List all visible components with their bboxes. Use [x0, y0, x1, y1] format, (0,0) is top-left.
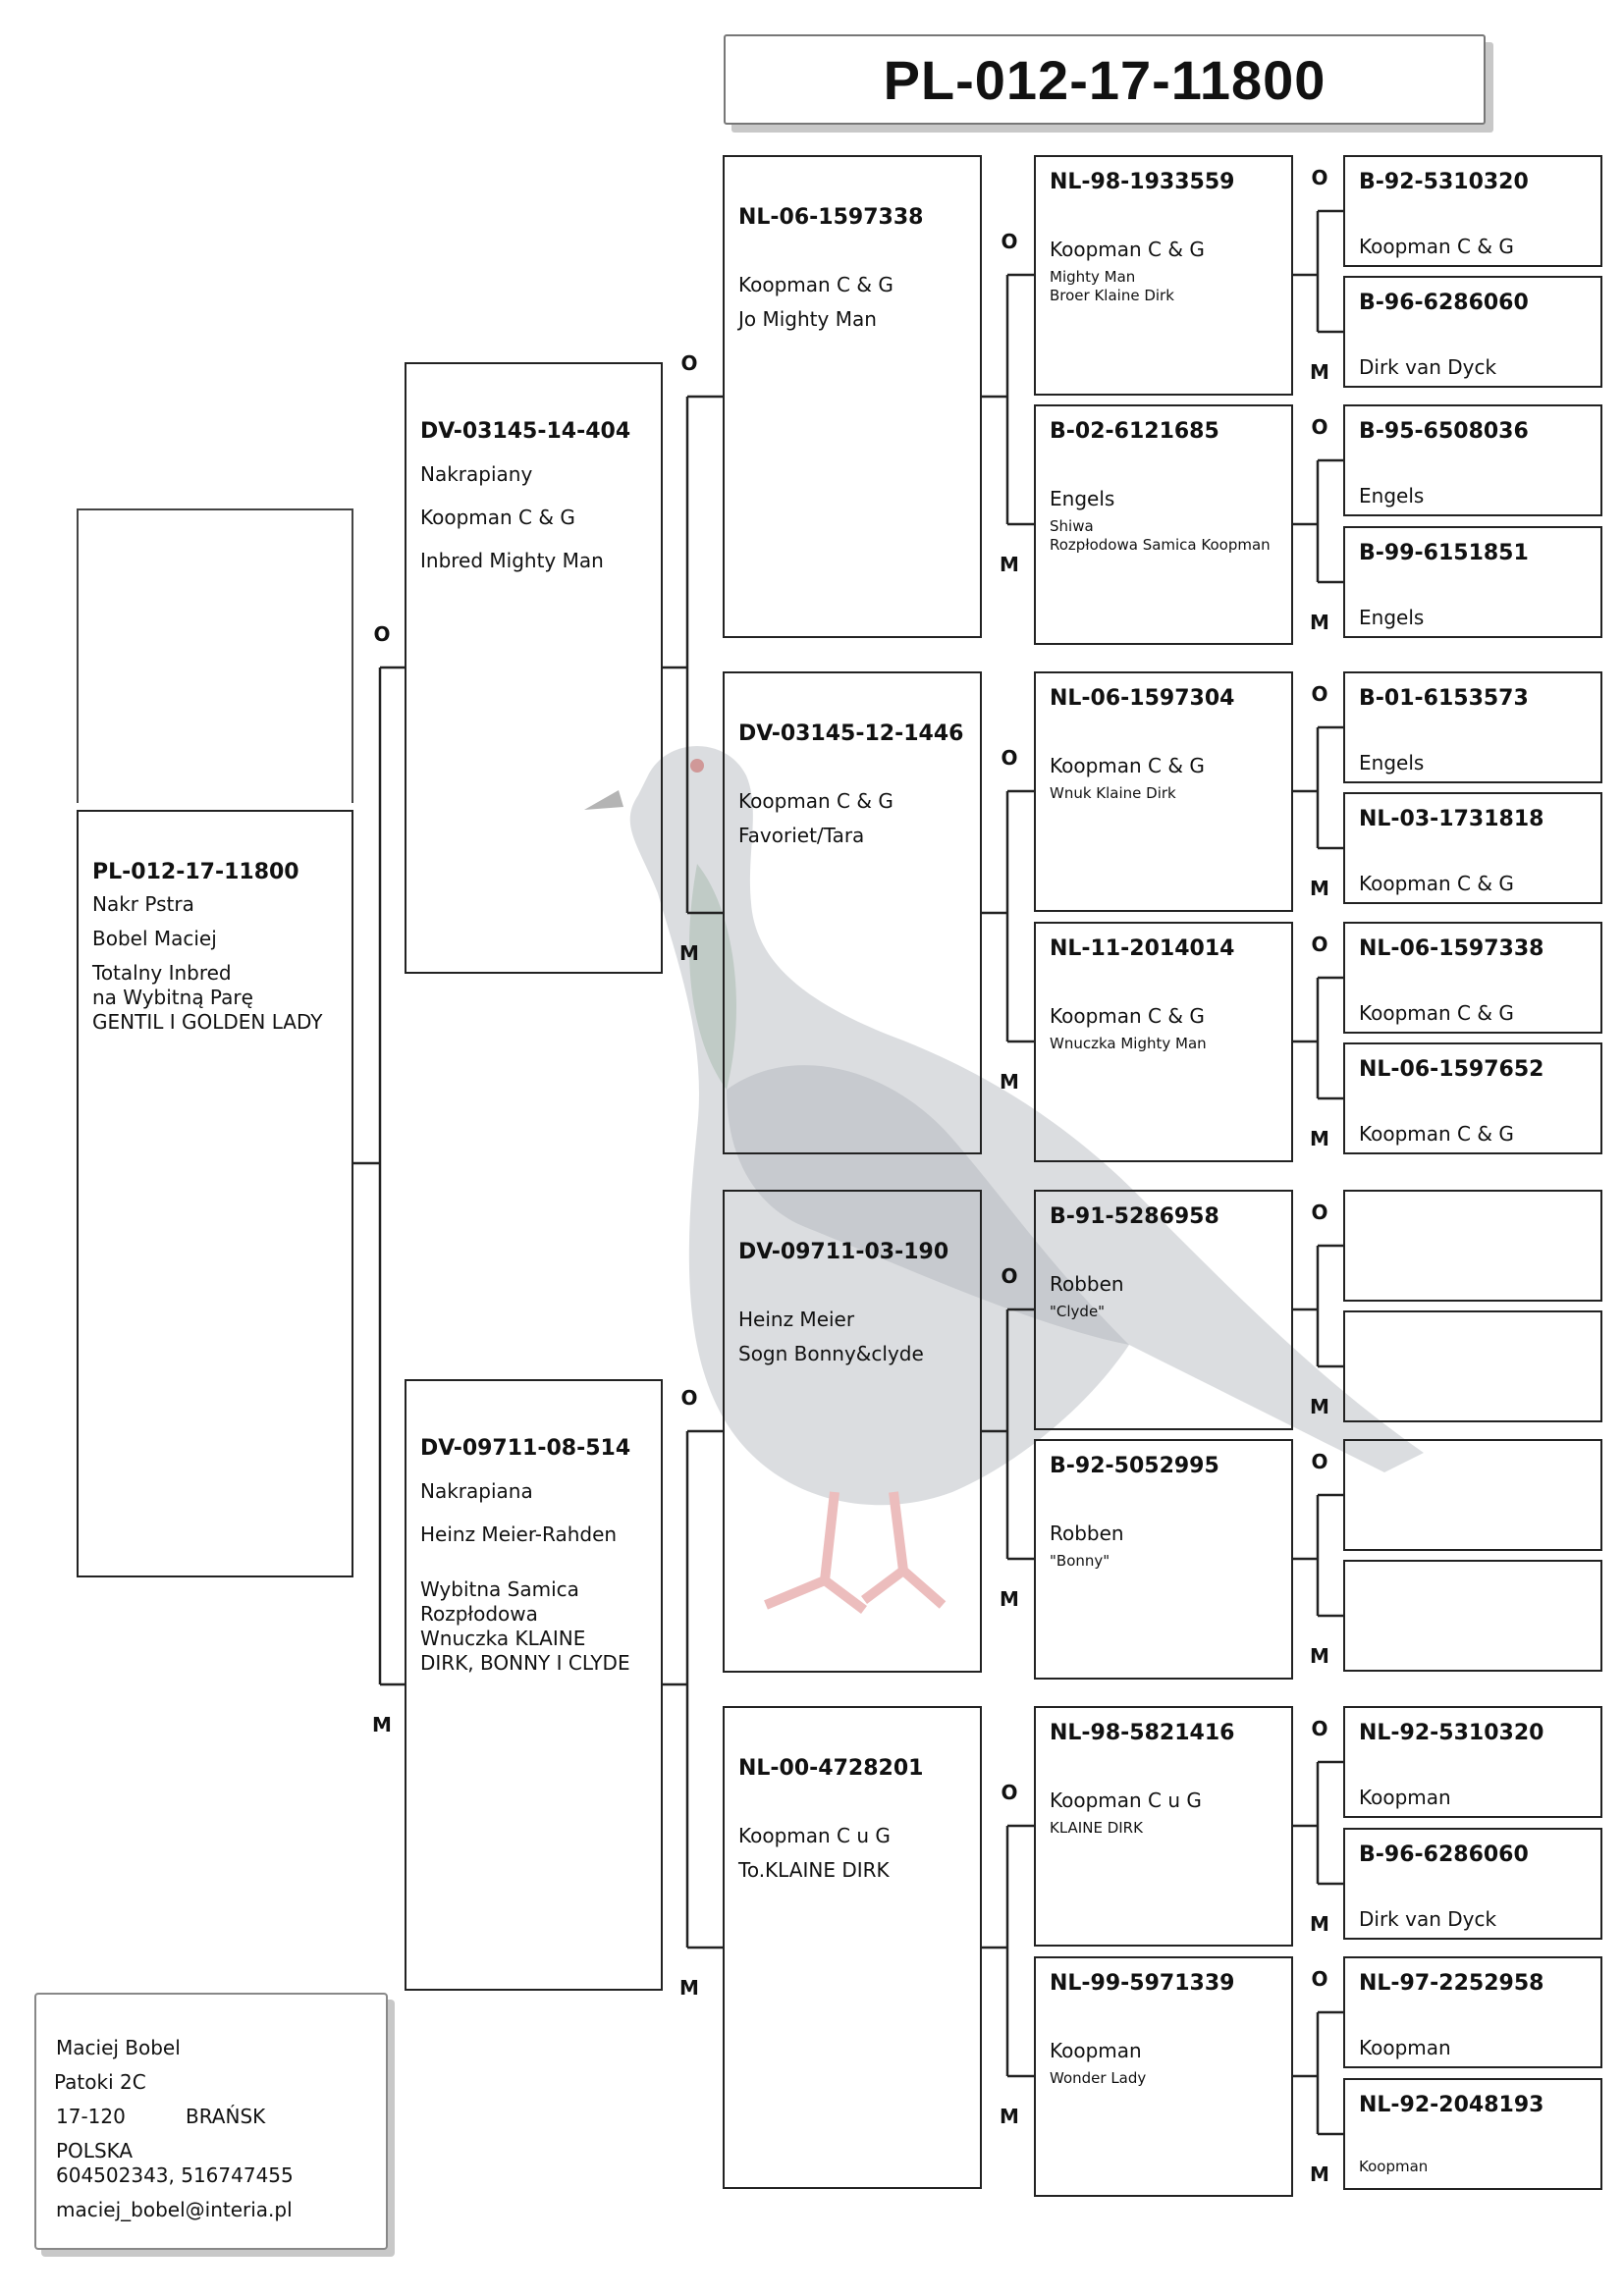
father-label: O	[1311, 1967, 1328, 1991]
pigeon-notes: "Bonny"	[1050, 1552, 1110, 1570]
owner-name: Koopman C & G	[1050, 238, 1205, 261]
pigeon-info-line: To.KLAINE DIRK	[738, 1858, 890, 1882]
great-grandparent-box[interactable]	[1034, 671, 1293, 912]
pigeon-notes: Wnuk Klaine Dirk	[1050, 784, 1176, 802]
pigeon-info-line: Koopman C & G	[420, 506, 575, 529]
great-grandparent-box[interactable]	[1034, 922, 1293, 1162]
mother-label: M	[679, 941, 699, 965]
ring-number: B-92-5052995	[1050, 1454, 1219, 1478]
grandparent-box[interactable]	[723, 671, 982, 1154]
pigeon-notes: Mighty Man Broer Klaine Dirk	[1050, 268, 1174, 304]
pigeon-notes: Wnuczka Mighty Man	[1050, 1035, 1207, 1052]
father-label: O	[1311, 1717, 1328, 1740]
owner-name: Koopman C & G	[1050, 1004, 1205, 1028]
pigeon-info-line: Nakr Pstra	[92, 892, 194, 916]
owner-name: Engels	[1359, 606, 1425, 629]
grandparent-box[interactable]	[723, 1706, 982, 2189]
mother-label: M	[1310, 1912, 1329, 1936]
mother-label: M	[1310, 1127, 1329, 1150]
pigeon-notes: Wonder Lady	[1050, 2069, 1147, 2087]
ring-number: NL-92-5310320	[1359, 1721, 1544, 1745]
owner-name: Engels	[1359, 751, 1425, 774]
great-great-grandparent-box[interactable]	[1343, 1956, 1602, 2068]
ring-number: NL-06-1597652	[1359, 1057, 1544, 1082]
great-grandparent-box[interactable]	[1034, 404, 1293, 645]
photo-placeholder	[77, 508, 353, 803]
ring-number: B-99-6151851	[1359, 541, 1529, 565]
mother-label: M	[372, 1713, 392, 1736]
ring-number: NL-03-1731818	[1359, 807, 1544, 831]
father-label: O	[1001, 1781, 1018, 1804]
great-grandparent-box[interactable]	[1034, 1439, 1293, 1680]
great-great-grandparent-box[interactable]	[1343, 1190, 1602, 1302]
ring-number: NL-06-1597338	[738, 205, 924, 230]
ring-number: DV-09711-08-514	[420, 1436, 631, 1461]
pigeon-info-line: Sogn Bonny&clyde	[738, 1342, 924, 1365]
owner-name: Robben	[1050, 1522, 1124, 1545]
father-label: O	[1001, 1264, 1018, 1288]
owner-name: Koopman C u G	[1050, 1789, 1202, 1812]
great-great-grandparent-box[interactable]	[1343, 526, 1602, 638]
owner-name: Koopman C & G	[1359, 872, 1514, 895]
breeder-country: POLSKA	[56, 2139, 134, 2163]
mother-label: M	[679, 1976, 699, 2000]
grandparent-box[interactable]	[723, 155, 982, 638]
mother-label: M	[1310, 1644, 1329, 1668]
mother-label: M	[1310, 611, 1329, 634]
owner-name: Engels	[1359, 484, 1425, 507]
ring-number: NL-98-5821416	[1050, 1721, 1235, 1745]
pigeon-info-line: Jo Mighty Man	[738, 307, 877, 331]
owner-name: Koopman C & G	[1359, 1001, 1514, 1025]
father-label: O	[1311, 1450, 1328, 1473]
breeder-email: maciej_bobel@interia.pl	[56, 2198, 293, 2221]
ring-number: B-96-6286060	[1359, 291, 1529, 315]
ring-number: NL-97-2252958	[1359, 1971, 1544, 1996]
ring-number: DV-03145-12-1446	[738, 721, 964, 746]
dam-box[interactable]	[405, 1379, 663, 1991]
breeder-city: BRAŃSK	[186, 2105, 266, 2128]
pigeon-info-line: Inbred Mighty Man	[420, 549, 604, 572]
mother-label: M	[1310, 877, 1329, 900]
breeder-address-box	[34, 1993, 388, 2250]
pigeon-info-line: Wybitna Samica Rozpłodowa Wnuczka KLAINE DIRK, BONNY I CLYDE	[420, 1577, 630, 1675]
father-label: O	[1311, 1201, 1328, 1224]
ring-number: B-91-5286958	[1050, 1204, 1219, 1229]
breeder-name: Maciej Bobel	[56, 2036, 181, 2059]
pigeon-notes: "Clyde"	[1050, 1303, 1106, 1320]
great-grandparent-box[interactable]	[1034, 1706, 1293, 1947]
owner-name: Koopman	[1359, 2036, 1451, 2059]
great-great-grandparent-box[interactable]	[1343, 671, 1602, 783]
mother-label: M	[1000, 553, 1019, 576]
father-label: O	[1311, 682, 1328, 706]
pigeon-info-line: Heinz Meier-Rahden	[420, 1522, 618, 1546]
father-label: O	[373, 622, 391, 646]
subject-pigeon-box[interactable]	[77, 810, 353, 1577]
ring-number: DV-03145-14-404	[420, 419, 631, 444]
father-label: O	[1001, 746, 1018, 770]
great-great-grandparent-box[interactable]	[1343, 155, 1602, 267]
mother-label: M	[1310, 2163, 1329, 2186]
great-great-grandparent-box[interactable]	[1343, 1560, 1602, 1672]
ring-number: NL-06-1597304	[1050, 686, 1235, 711]
pigeon-info-line: Favoriet/Tara	[738, 824, 865, 847]
owner-name: Dirk van Dyck	[1359, 1907, 1497, 1931]
father-label: O	[1311, 415, 1328, 439]
great-great-grandparent-box[interactable]	[1343, 922, 1602, 1034]
pigeon-info-line: Koopman C u G	[738, 1824, 891, 1847]
great-great-grandparent-box[interactable]	[1343, 1706, 1602, 1818]
ring-number: DV-09711-03-190	[738, 1240, 949, 1264]
owner-name: Robben	[1050, 1272, 1124, 1296]
father-label: O	[680, 351, 698, 375]
ring-number: B-01-6153573	[1359, 686, 1529, 711]
pigeon-notes: KLAINE DIRK	[1050, 1819, 1143, 1837]
great-grandparent-box[interactable]	[1034, 155, 1293, 396]
ring-number: NL-92-2048193	[1359, 2093, 1544, 2117]
great-great-grandparent-box[interactable]	[1343, 2078, 1602, 2190]
ring-number: B-92-5310320	[1359, 170, 1529, 194]
pigeon-info-line: Nakrapiana	[420, 1479, 533, 1503]
pigeon-notes: Shiwa Rozpłodowa Samica Koopman	[1050, 517, 1271, 554]
great-great-grandparent-box[interactable]	[1343, 1439, 1602, 1551]
great-great-grandparent-box[interactable]	[1343, 1042, 1602, 1154]
breeder-phones: 604502343, 516747455	[56, 2163, 294, 2187]
great-grandparent-box[interactable]	[1034, 1956, 1293, 2197]
great-great-grandparent-box[interactable]	[1343, 1828, 1602, 1940]
great-great-grandparent-box[interactable]	[1343, 792, 1602, 904]
mother-label: M	[1310, 360, 1329, 384]
father-label: O	[680, 1386, 698, 1410]
pigeon-info-line: Koopman C & G	[738, 789, 893, 813]
great-grandparent-box[interactable]	[1034, 1190, 1293, 1430]
ring-number: NL-99-5971339	[1050, 1971, 1235, 1996]
pigeon-info-line: Nakrapiany	[420, 462, 533, 486]
pigeon-info-line: Koopman C & G	[738, 273, 893, 296]
owner-name: Koopman	[1050, 2039, 1142, 2062]
owner-name: Koopman C & G	[1050, 754, 1205, 777]
ring-number: B-96-6286060	[1359, 1842, 1529, 1867]
sire-box[interactable]	[405, 362, 663, 974]
pigeon-info-line: Heinz Meier	[738, 1308, 855, 1331]
pigeon-info-line: Totalny Inbred na Wybitną Parę GENTIL I GOLDEN LADY	[92, 961, 323, 1034]
great-great-grandparent-box[interactable]	[1343, 404, 1602, 516]
owner-name: Koopman	[1359, 1786, 1451, 1809]
owner-name: Koopman C & G	[1359, 235, 1514, 258]
grandparent-box[interactable]	[723, 1190, 982, 1673]
owner-name: Dirk van Dyck	[1359, 355, 1497, 379]
ring-number: NL-11-2014014	[1050, 936, 1235, 961]
title-ring-number: PL-012-17-11800	[883, 48, 1326, 111]
great-great-grandparent-box[interactable]	[1343, 276, 1602, 388]
owner-name: Engels	[1050, 487, 1115, 510]
ring-number: B-02-6121685	[1050, 419, 1219, 444]
ring-number: NL-98-1933559	[1050, 170, 1235, 194]
father-label: O	[1001, 230, 1018, 253]
ring-number: NL-06-1597338	[1359, 936, 1544, 961]
mother-label: M	[1000, 2105, 1019, 2128]
mother-label: M	[1000, 1070, 1019, 1094]
owner-name: Koopman	[1359, 2158, 1429, 2176]
father-label: O	[1311, 933, 1328, 956]
breeder-postcode: 17-120	[56, 2105, 126, 2128]
mother-label: M	[1000, 1587, 1019, 1611]
ring-number: NL-00-4728201	[738, 1756, 924, 1781]
great-great-grandparent-box[interactable]	[1343, 1310, 1602, 1422]
pedigree-title	[724, 34, 1486, 125]
owner-name: Koopman C & G	[1359, 1122, 1514, 1146]
mother-label: M	[1310, 1395, 1329, 1418]
ring-number: PL-012-17-11800	[92, 860, 299, 884]
father-label: O	[1311, 166, 1328, 189]
ring-number: B-95-6508036	[1359, 419, 1529, 444]
breeder-street: Patoki 2C	[54, 2070, 146, 2094]
pigeon-info-line: Bobel Maciej	[92, 927, 217, 950]
